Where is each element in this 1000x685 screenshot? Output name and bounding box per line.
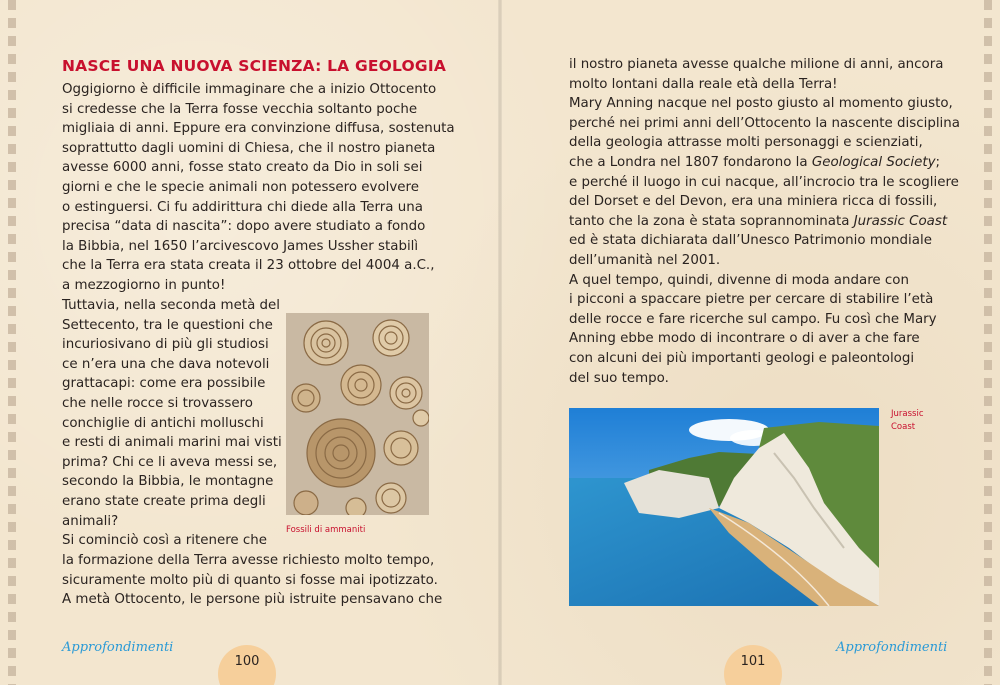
text-line: la Bibbia, nel 1650 l’arcivescovo James Ussher stabilì <box>62 238 419 254</box>
text-fragment: ; <box>935 154 941 170</box>
text-line: avesse 6000 anni, fosse stato creato da Dio in soli sei <box>62 160 423 176</box>
left-paragraph-wrapped <box>62 296 282 551</box>
text-line: che la Terra era stata creata il 23 ottobre del 4004 a.C., <box>62 258 435 274</box>
text-line: la formazione della Terra avesse richiesto molto tempo, <box>62 553 435 568</box>
text-line: sicuramente molto più di quanto si fosse mai ipotizzato. <box>62 572 438 588</box>
text-line: della geologia attrasse molti personaggi e scienziati, <box>569 135 923 151</box>
section-title: NASCE UNA NUOVA SCIENZA: LA GEOLOGIA <box>62 57 447 75</box>
text-line: migliaia di anni. Eppure era convinzione diffusa, sostenuta <box>62 121 455 137</box>
text-line: del Dorset e del Devon, era una miniera ricca di fossili, <box>569 194 938 210</box>
text-line: e resti di animali marini mai visti <box>62 435 282 451</box>
text-line: Anning ebbe modo di incontrare o di aver a che fare <box>569 331 920 347</box>
text-line: conchiglie di antichi molluschi <box>62 415 264 431</box>
text-line: Mary Anning nacque nel posto giusto al momento giusto, <box>569 96 953 112</box>
footer-label-right: Approfondimenti <box>836 640 948 655</box>
text-line-coast <box>569 212 960 232</box>
text-line: Si cominciò così a ritenere che <box>62 533 268 549</box>
text-line: prima? Chi ce li aveva messi se, <box>62 454 278 470</box>
text-line: del suo tempo. <box>569 370 669 386</box>
jurassic-coast-italic: Jurassic Coast <box>853 213 948 229</box>
text-line: Tuttavia, nella seconda metà del <box>62 298 281 313</box>
text-line: perché nei primi anni dell’Ottocento la nascente disciplina <box>569 115 960 131</box>
text-line: dell’umanità nel 2001. <box>569 252 721 268</box>
text-line: grattacapi: come era possibile <box>62 376 266 392</box>
text-line: si credesse che la Terra fosse vecchia soltanto poche <box>62 101 418 117</box>
text-line: soprattutto dagli uomini di Chiesa, che il nostro pianeta <box>62 140 436 156</box>
jurassic-coast-caption <box>891 408 924 434</box>
text-line: A quel tempo, quindi, divenne di moda andare con <box>569 272 909 288</box>
page-number-right: 101 <box>724 645 782 685</box>
text-line: i picconi a spaccare pietre per cercare di stabilire l’età <box>569 292 934 308</box>
page-number-left: 100 <box>218 645 276 685</box>
text-line: che nelle rocce si trovassero <box>62 395 253 411</box>
text-line: A metà Ottocento, le persone più istruite pensavano che <box>62 592 443 608</box>
ammonite-fossils-photo <box>286 313 429 515</box>
text-line: precisa “data di nascita”: dopo avere studiato a fondo <box>62 219 426 235</box>
text-line: molto lontani dalla reale età della Terra! <box>569 76 838 92</box>
text-fragment: tanto che la zona è stata soprannominata <box>569 213 854 229</box>
text-line: ed è stata dichiarata dall’Unesco Patrimonio mondiale <box>569 233 932 249</box>
text-line-society <box>569 153 960 173</box>
left-paragraph-intro <box>62 80 455 296</box>
text-line: Settecento, tra le questioni che <box>62 317 273 333</box>
caption-line: Jurassic <box>891 409 924 419</box>
text-line: erano state create prima degli <box>62 493 266 509</box>
text-line: e perché il luogo in cui nacque, all’incrocio tra le scogliere <box>569 174 959 190</box>
text-line: o estinguersi. Ci fu addirittura chi diede alla Terra una <box>62 199 423 215</box>
caption-line: Coast <box>891 422 916 432</box>
text-line: il nostro pianeta avesse qualche milione di anni, ancora <box>569 57 944 72</box>
text-line: ce n’era una che dava notevoli <box>62 356 270 372</box>
left-edge-decoration <box>8 0 16 685</box>
text-line: Oggigiorno è difficile immaginare che a inizio Ottocento <box>62 82 437 97</box>
geological-society-italic: Geological Society <box>811 154 936 170</box>
text-line: giorni e che le specie animali non potessero evolvere <box>62 179 419 195</box>
left-paragraph-bottom <box>62 551 442 610</box>
text-line: secondo la Bibbia, le montagne <box>62 474 274 490</box>
right-paragraph <box>569 55 960 388</box>
text-line: con alcuni dei più importanti geologi e paleontologi <box>569 350 915 366</box>
text-line: animali? <box>62 513 119 529</box>
ammonite-caption: Fossili di ammaniti <box>286 525 366 535</box>
text-line: a mezzogiorno in punto! <box>62 277 226 293</box>
footer-label-left: Approfondimenti <box>62 640 174 655</box>
text-line: delle rocce e fare ricerche sul campo. Fu così che Mary <box>569 311 937 327</box>
book-gutter <box>498 0 502 685</box>
right-edge-decoration <box>984 0 992 685</box>
text-fragment: che a Londra nel 1807 fondarono la <box>569 154 812 170</box>
jurassic-coast-photo <box>569 408 879 606</box>
text-line: incuriosivano di più gli studiosi <box>62 337 269 353</box>
